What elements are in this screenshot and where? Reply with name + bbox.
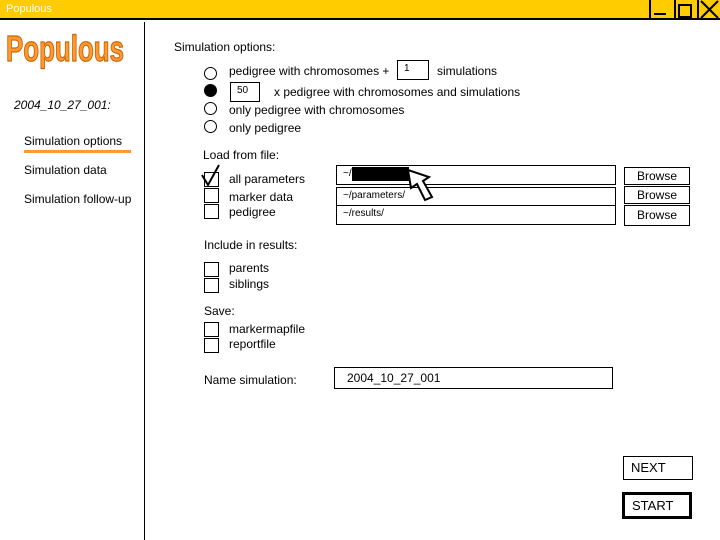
minimize-icon[interactable] xyxy=(648,0,670,20)
browse-button[interactable]: Browse xyxy=(624,205,690,226)
logo-text: Populous xyxy=(6,28,125,69)
checkbox-siblings[interactable] xyxy=(204,278,219,293)
load-row-label: pedigree xyxy=(229,205,276,219)
file-path-input[interactable]: ~/ xyxy=(336,165,616,185)
radio-option-4[interactable] xyxy=(204,120,217,133)
name-simulation-label: Name simulation: xyxy=(204,373,297,387)
load-row-label: marker data xyxy=(229,190,294,204)
checkbox-markermapfile[interactable] xyxy=(204,322,219,337)
checkbox-pedigree[interactable] xyxy=(204,204,219,219)
option-4-label: only pedigree xyxy=(229,121,302,135)
reportfile-label: reportfile xyxy=(229,337,276,351)
save-heading: Save: xyxy=(204,304,235,318)
text-selection-highlight xyxy=(352,167,409,181)
option-2-label: x pedigree with chromosomes and simulations xyxy=(274,85,521,99)
markermapfile-label: markermapfile xyxy=(229,322,306,336)
checkbox-marker-data[interactable] xyxy=(204,188,219,203)
maximize-icon[interactable] xyxy=(673,0,695,20)
sidebar xyxy=(0,22,145,540)
sidebar-item-simulation-follow-up[interactable]: Simulation follow-up xyxy=(24,192,132,206)
load-from-file-heading: Load from file: xyxy=(203,148,280,162)
title-bar xyxy=(0,0,720,20)
sidebar-item-simulation-data[interactable]: Simulation data xyxy=(24,163,107,177)
browse-button[interactable]: Browse xyxy=(624,167,690,185)
radio-option-1[interactable] xyxy=(204,67,217,80)
radio-option-3[interactable] xyxy=(204,102,217,115)
load-row-label: all parameters xyxy=(229,172,306,186)
radio-option-2[interactable] xyxy=(204,84,217,97)
populous-logo xyxy=(4,28,126,68)
sidebar-item-simulation-options[interactable]: Simulation options xyxy=(24,134,131,153)
option-3-label: only pedigree with chromosomes xyxy=(229,103,405,117)
file-path-input[interactable]: ~/parameters/ xyxy=(336,187,616,207)
checkbox-reportfile[interactable] xyxy=(204,338,219,353)
close-icon[interactable] xyxy=(697,0,719,20)
simulation-id: 2004_10_27_001: xyxy=(14,98,111,112)
simulation-name-input[interactable]: 2004_10_27_001 xyxy=(334,367,613,389)
browse-button[interactable]: Browse xyxy=(624,186,690,204)
option-1-label: pedigree with chromosomes + xyxy=(229,64,390,78)
simulations-count-input[interactable]: 1 xyxy=(397,60,429,80)
repeat-count-input[interactable]: 50 xyxy=(230,82,260,102)
parents-label: parents xyxy=(229,261,270,275)
next-button[interactable]: NEXT xyxy=(623,456,693,480)
checkbox-parents[interactable] xyxy=(204,262,219,277)
window-title: Populous xyxy=(6,3,52,15)
include-in-results-heading: Include in results: xyxy=(204,238,298,252)
option-1-suffix: simulations xyxy=(437,64,498,78)
mouse-pointer-icon xyxy=(405,167,435,203)
siblings-label: siblings xyxy=(229,277,270,291)
file-path-input[interactable]: ~/results/ xyxy=(336,205,616,225)
start-button[interactable]: START xyxy=(622,492,692,519)
checkmark-icon xyxy=(199,163,223,187)
simulation-options-heading: Simulation options: xyxy=(174,40,276,54)
